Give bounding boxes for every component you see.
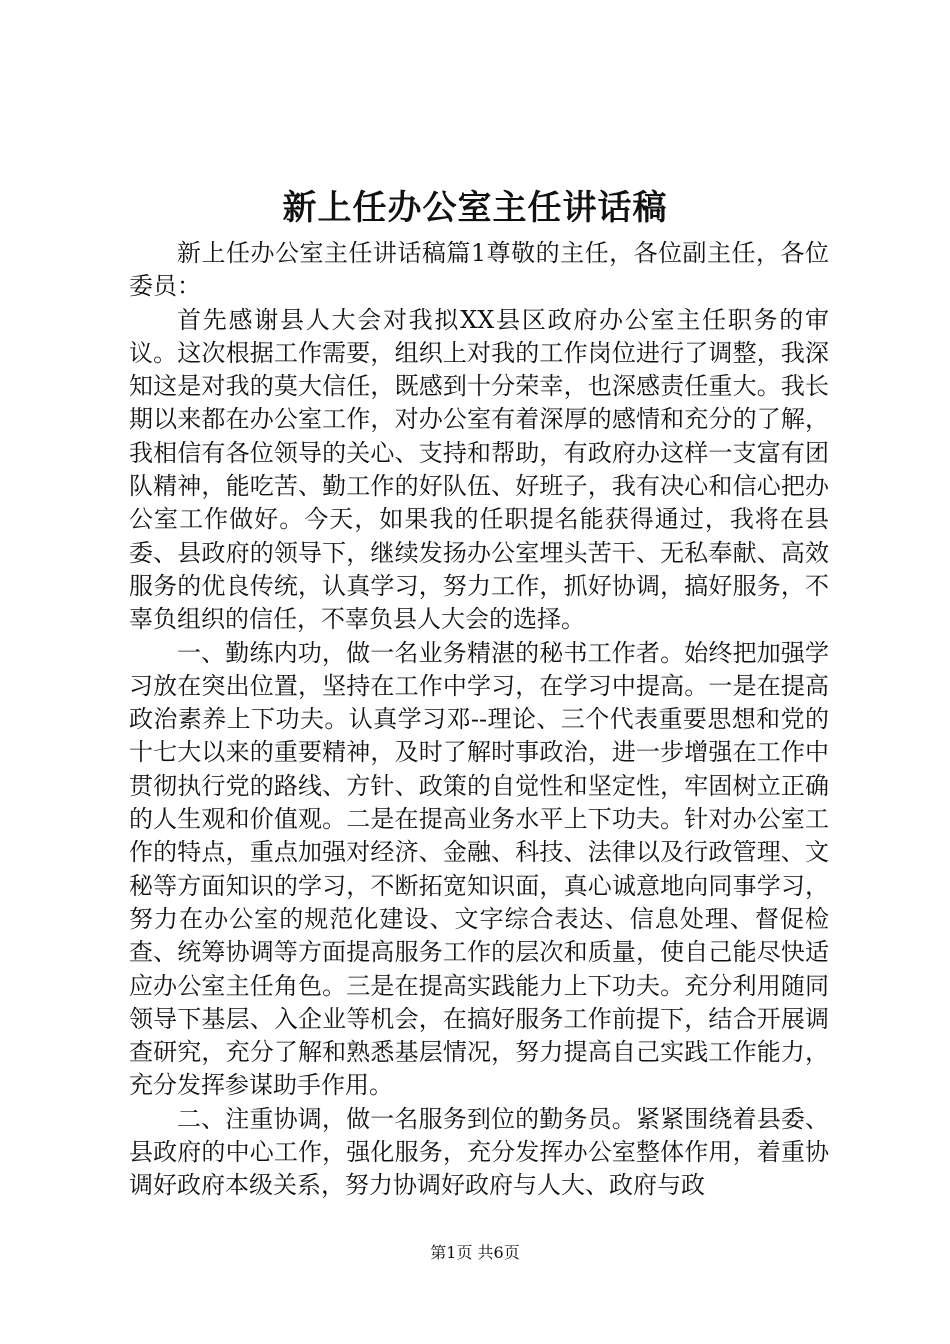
- document-body: [129, 237, 829, 1203]
- document-title: 新上任办公室主任讲话稿: [282, 188, 668, 228]
- paragraph-salutation: 新上任办公室主任讲话稿篇1尊敬的主任，各位副主任，各位委员：: [129, 239, 829, 301]
- paragraph-section-one: 一、勤练内功，做一名业务精湛的秘书工作者。始终把加强学习放在突出位置，坚持在工作中学习，在学习中提高。一是在提高政治素养上下功夫。认真学习邓--理论、三个代表重要思想和党的十七大以来的重要精神，及时了解时事政治，进一步增强在工作中贯彻执行党的路线、方针、政策的自觉性和坚定性，牢固树立正确的人生观和价值观。二是在提高业务水平上下功夫。针对办公室工作的特点，重点加强对经济、金融、科技、法律以及行政管理、文秘等方面知识的学习，不断拓宽知识面，真心诚意地向同事学习，努力在办公室的规范化建设、文字综合表达、信息处理、督促检查、统筹协调等方面提高服务工作的层次和质量，使自己能尽快适应办公室主任角色。三是在提高实践能力上下功夫。充分利用随同领导下基层、入企业等机会，在搞好服务工作前提下，结合开展调查研究，充分了解和熟悉基层情况，努力提高自己实践工作能力，充分发挥参谋助手作用。: [129, 638, 829, 1100]
- page-number: 第1页 共6页: [430, 1243, 520, 1262]
- paragraph-introduction: 首先感谢县人大会对我拟XX县区政府办公室主任职务的审议。这次根据工作需要，组织上对我的工作岗位进行了调整，我深知这是对我的莫大信任，既感到十分荣幸，也深感责任重大。我长期以来都在办公室工作，对办公室有着深厚的感情和充分的了解，我相信有各位领导的关心、支持和帮助，有政府办这样一支富有团队精神，能吃苦、勤工作的好队伍、好班子，我有决心和信心把办公室工作做好。今天，如果我的任职提名能获得通过，我将在县委、县政府的领导下，继续发扬办公室埋头苦干、无私奉献、高效服务的优良传统，认真学习，努力工作，抓好协调，搞好服务，不辜负组织的信任，不辜负县人大会的选择。: [129, 305, 829, 634]
- paragraph-section-two: 二、注重协调，做一名服务到位的勤务员。紧紧围绕着县委、县政府的中心工作，强化服务，充分发挥办公室整体作用，着重协调好政府本级关系，努力协调好政府与人大、政府与政: [129, 1104, 829, 1200]
